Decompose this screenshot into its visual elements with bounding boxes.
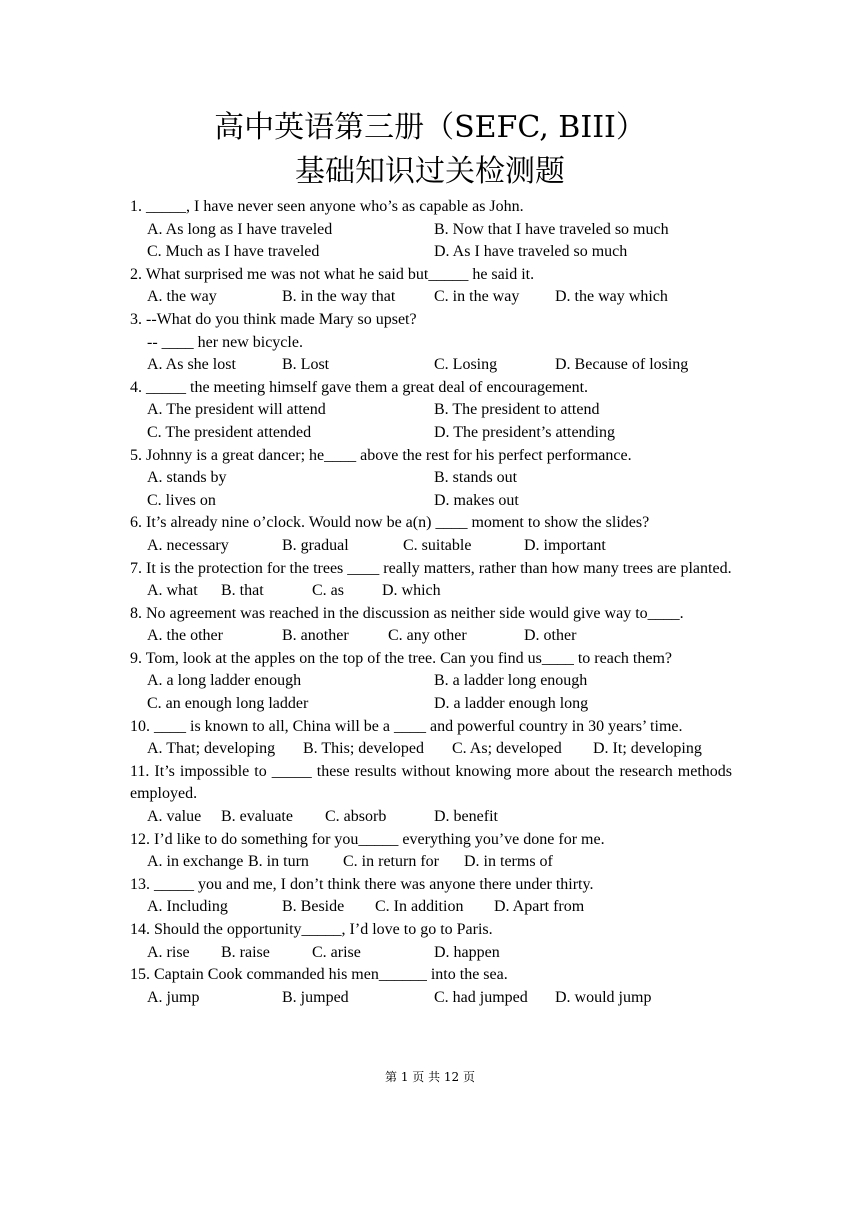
option-a: A. Including [147, 898, 228, 916]
option-c: C. suitable [403, 536, 472, 554]
option-c: C. absorb [325, 808, 387, 826]
option-b: B. The president to attend [434, 401, 600, 419]
question-stem: 3. --What do you think made Mary so upset? [130, 310, 417, 328]
option-d: D. Because of losing [555, 356, 689, 374]
option-b: B. stands out [434, 469, 518, 487]
option-d: D. As I have traveled so much [434, 243, 628, 261]
question-stem: 13. _____ you and me, I don’t think there was anyone there under thirty. [130, 875, 594, 893]
option-b: B. in turn [248, 853, 309, 871]
option-a: A. jump [147, 988, 200, 1006]
question-stem: 6. It’s already nine o’clock. Would now be a(n) ____ moment to show the slides? [130, 514, 650, 532]
option-b: B. This; developed [303, 740, 425, 758]
question-stem: 4. _____ the meeting himself gave them a great deal of encouragement. [130, 378, 589, 396]
option-b: B. that [221, 582, 264, 600]
option-a: A. As long as I have traveled [147, 220, 333, 238]
option-b: B. Lost [282, 356, 330, 374]
options-row [130, 806, 732, 829]
option-a: A. in exchange [147, 853, 244, 871]
page-number: 第 1 页 共 12 页 [385, 1070, 475, 1084]
question-stem: 9. Tom, look at the apples on the top of the tree. Can you find us____ to reach them? [130, 649, 673, 667]
options-row [130, 467, 732, 490]
option-c: C. Much as I have traveled [147, 243, 320, 261]
option-d: D. It; developing [593, 740, 702, 758]
option-b: B. jumped [282, 988, 349, 1006]
option-a: A. a long ladder enough [147, 672, 302, 690]
option-a: A. As she lost [147, 356, 236, 374]
option-b: B. another [282, 627, 349, 645]
option-d: D. other [524, 627, 577, 645]
options-row [130, 490, 732, 513]
option-d: D. happen [434, 943, 500, 961]
options-row [130, 219, 732, 242]
question-stem: 10. ____ is known to all, China will be a ____ and powerful country in 30 years’ time. [130, 717, 683, 735]
option-b: B. Now that I have traveled so much [434, 220, 669, 238]
options-row [130, 670, 732, 693]
option-b: B. gradual [282, 536, 349, 554]
option-c: C. had jumped [434, 988, 528, 1006]
option-b: B. raise [221, 943, 270, 961]
option-c: C. Losing [434, 356, 498, 374]
option-d: D. important [524, 536, 606, 554]
options-row [130, 851, 732, 874]
page-title: 高中英语第三册（SEFC, BIII） [214, 110, 646, 145]
option-d: D. Apart from [494, 898, 585, 916]
option-a: A. That; developing [147, 740, 276, 758]
options-row [130, 535, 732, 558]
question-stem: 15. Captain Cook commanded his men______ into the sea. [130, 966, 508, 984]
options-row [130, 987, 732, 1010]
option-d: D. which [382, 582, 441, 600]
option-d: D. would jump [555, 988, 652, 1006]
question-stem: 7. It is the protection for the trees ____ really matters, rather than how many trees are planted. [130, 559, 732, 577]
options-row [130, 241, 732, 264]
question-stem: 5. Johnny is a great dancer; he____ above the rest for his perfect performance. [130, 446, 632, 464]
option-b: B. evaluate [221, 808, 293, 826]
question-stem: 2. What surprised me was not what he said but_____ he said it. [130, 265, 535, 283]
option-a: A. the way [147, 288, 217, 306]
option-b: B. Beside [282, 898, 345, 916]
options-row [130, 354, 732, 377]
options-row [130, 286, 732, 309]
options-row [130, 738, 732, 761]
option-a: A. value [147, 808, 202, 826]
options-row [130, 896, 732, 919]
option-a: A. The president will attend [147, 401, 326, 419]
option-c: C. as [312, 582, 344, 600]
option-c: C. in the way [434, 288, 520, 306]
question-stem: 11. It’s impossible to _____ these results without knowing more about the research methods employed. [130, 762, 732, 803]
page-subtitle: 基础知识过关检测题 [295, 154, 565, 189]
options-row [130, 422, 732, 445]
option-d: D. in terms of [464, 853, 553, 871]
option-b: B. in the way that [282, 288, 396, 306]
options-row [130, 942, 732, 965]
options-row [130, 625, 732, 648]
option-c: C. arise [312, 943, 361, 961]
options-row [130, 693, 732, 716]
option-c: C. In addition [375, 898, 464, 916]
question-stem: 1. _____, I have never seen anyone who’s as capable as John. [130, 198, 524, 215]
question-stem: 14. Should the opportunity_____, I’d love to go to Paris. [130, 921, 493, 938]
question-response: -- ____ her new bicycle. [147, 333, 303, 351]
option-c: C. The president attended [147, 423, 312, 441]
question-list [130, 196, 732, 1009]
option-d: D. makes out [434, 491, 519, 509]
question-stem: 12. I’d like to do something for you_____ everything you’ve done for me. [130, 830, 605, 848]
options-row [130, 399, 732, 422]
option-c: C. As; developed [452, 740, 562, 758]
option-d: D. The president’s attending [434, 423, 615, 441]
question-stem: 8. No agreement was reached in the discussion as neither side would give way to____. [130, 604, 684, 622]
option-a: A. the other [147, 627, 223, 645]
option-d: D. the way which [555, 288, 668, 306]
option-c: C. any other [388, 627, 467, 645]
option-a: A. stands by [147, 469, 227, 487]
option-d: D. benefit [434, 808, 498, 826]
option-a: A. what [147, 582, 198, 600]
option-b: B. a ladder long enough [434, 672, 588, 690]
option-c: C. in return for [343, 853, 439, 871]
option-c: C. an enough long ladder [147, 695, 309, 713]
option-d: D. a ladder enough long [434, 695, 589, 713]
option-a: A. rise [147, 943, 190, 961]
option-c: C. lives on [147, 491, 216, 509]
option-a: A. necessary [147, 536, 229, 554]
options-row [130, 580, 732, 603]
